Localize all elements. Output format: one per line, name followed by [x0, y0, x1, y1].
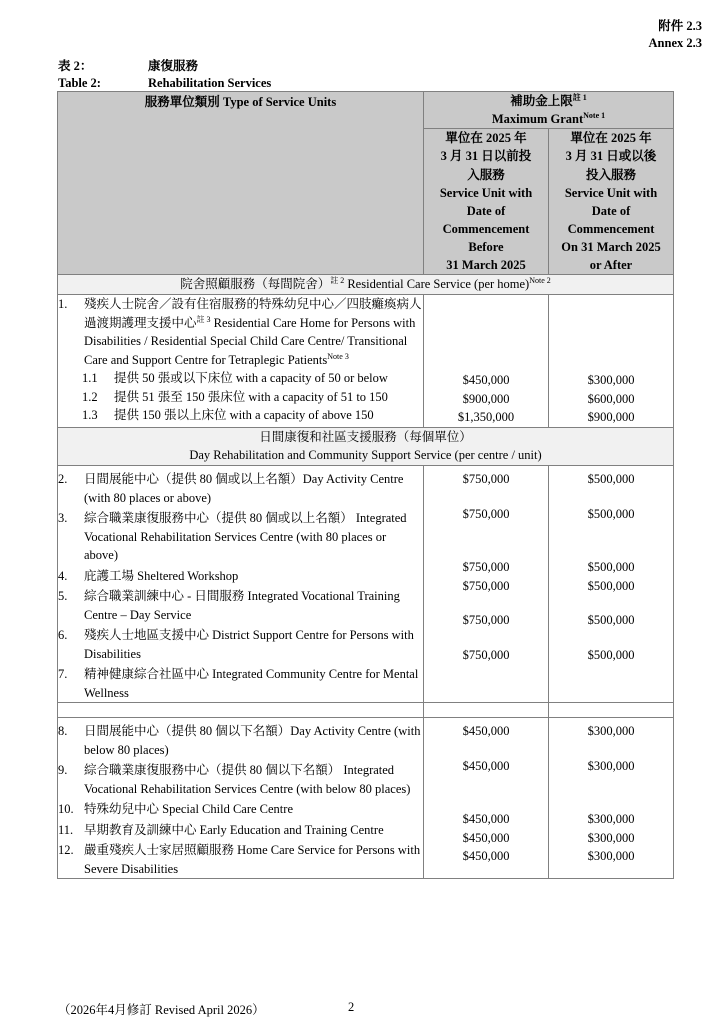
group-separator-cell-1: [58, 703, 424, 718]
list-item: [58, 841, 423, 878]
item-1-subitem-1.1-text: 提供 50 張或以下床位 with a capacity of 50 or below: [114, 371, 388, 385]
section-band-day-rehabilitation-en: Day Rehabilitation and Community Support Service (per centre / unit): [189, 448, 542, 463]
item-1-paragraph: [58, 295, 423, 369]
caption-value-zh: 康復服務: [148, 59, 199, 73]
item-1-subitem-1.3-grant-before: $1,350,000: [457, 410, 515, 424]
item-10-line-1: 特殊幼兒中心 Special Child Care Centre: [84, 802, 293, 816]
header-col-onafter-en-5: or After: [589, 258, 633, 273]
header-col-onafter-zh-1: 單位在 2025 年: [570, 131, 652, 146]
header-col-on-or-after-31mar2025: [549, 129, 674, 275]
footer-page-number: 2: [348, 1000, 355, 1014]
item-2-line-2: Centre (with 80 places or above): [84, 472, 404, 505]
item-1-subitem-1.3-text: 提供 150 張以上床位 with a capacity of above 150: [114, 408, 374, 422]
list-item: [58, 470, 423, 507]
annex-label-en: Annex 2.3: [648, 35, 702, 50]
item-5-grant-onafter: $500,000: [587, 578, 635, 593]
header-type-of-service-units: [58, 92, 424, 275]
header-type-of-service-units-label: 服務單位類別 Type of Service Units: [144, 95, 337, 109]
item-1-subitem-1.2-grant-onafter: $600,000: [587, 391, 635, 406]
item-1-subitem-1.2-number: 1.2: [82, 389, 98, 404]
group-a-grant-onafter-column: [549, 466, 674, 703]
item-7-line-2: Mental Wellness: [84, 667, 419, 700]
list-item: [58, 722, 423, 759]
item-8-grant-onafter: $300,000: [587, 724, 635, 738]
item-6-number: 6.: [58, 628, 68, 642]
section-band-residential-care-en-note: Note 2: [529, 276, 551, 286]
list-item: [58, 761, 423, 798]
item-2-grant-before: $750,000: [462, 472, 510, 486]
item-4-grant-before: $750,000: [462, 560, 510, 574]
annex-header: [649, 18, 702, 52]
item-1-subitem-1.3-grant-onafter: $900,000: [587, 410, 635, 424]
group-b-descriptions: [58, 718, 424, 879]
item-1-line-2-note: 註 3: [196, 314, 211, 324]
item-12-line-1: 嚴重殘疾人士家居照顧服務 Home Care Service for: [84, 843, 353, 857]
list-item: [58, 800, 423, 819]
item-1-line-3: Persons with Disabilities / Residential Special Child Care: [84, 315, 416, 348]
header-col-before-en-5: 31 March 2025: [446, 258, 526, 273]
group-separator-row: [58, 703, 674, 718]
group-a-descriptions: [58, 466, 424, 703]
header-col-before-zh-1: 單位在 2025 年: [445, 131, 527, 146]
header-col-onafter-zh-2: 3 月 31 日或以後: [565, 149, 657, 164]
item-8-line-2: Centre (with below 80 places): [84, 724, 421, 757]
table-header-row-top: [58, 92, 674, 129]
item-2-grant-onafter: $500,000: [587, 472, 635, 486]
item-7-grant-onafter: $500,000: [587, 647, 635, 662]
table-row-item-1: [58, 295, 674, 428]
caption-label-zh: 表 2：: [58, 59, 93, 73]
header-maximum-grant-en: [424, 110, 673, 128]
header-col-onafter-en-3: Commencement: [567, 221, 655, 236]
item-10-number: 10.: [58, 802, 74, 816]
header-col-onafter-en-1: Service Unit with: [564, 185, 658, 200]
item-12-line-2: Persons with Severe Disabilities: [84, 843, 421, 876]
header-maximum-grant-zh: [424, 92, 673, 110]
item-12-number: 12.: [58, 843, 74, 857]
item-1-subitem-1.1-number: 1.1: [82, 371, 98, 385]
item-7-number: 7.: [58, 667, 68, 681]
header-col-before-en-2: Date of: [466, 203, 506, 218]
item-1-line-2-en: Residential Care Home for: [210, 315, 348, 330]
item-1-line-4: Centre/ Transitional Care and Support Centre for Tetraplegic: [84, 334, 408, 367]
header-col-before-en-1: Service Unit with: [439, 185, 533, 200]
list-item: [58, 821, 423, 840]
item-3-line-3: 80 places or above): [84, 529, 387, 562]
item-1-subitem-1.2-grant-before: $900,000: [462, 391, 510, 406]
item-1-grant-before-spacer: [424, 295, 548, 371]
item-9-line-3: below 80 places): [325, 781, 411, 796]
item-9-line-2: Integrated Vocational Rehabilitation Services Centre (with: [84, 763, 395, 796]
caption-row-zh: [58, 58, 271, 75]
section-band-residential-care-en: Residential Care Service (per home): [347, 277, 530, 292]
item-1-line-1: 殘疾人士院舍／設有住宿服務的特殊幼兒中心／四肢癱: [84, 297, 385, 311]
item-5-line-1: 綜合職業訓練中心 - 日間服務 Integrated Vocational: [84, 589, 355, 603]
item-4-line-1: 庇護工場 Sheltered Workshop: [84, 568, 239, 583]
item-1-line-2-zh: 瘓病人過渡期護理支援中心: [84, 297, 422, 330]
header-col-before-zh-2: 3 月 31 日以前投: [440, 149, 532, 164]
group-separator-cell-2: [424, 703, 549, 718]
item-2-number: 2.: [58, 472, 68, 486]
header-maximum-grant-en-text: Maximum Grant: [491, 112, 584, 127]
item-9-line-1: 綜合職業康復服務中心（提供 80 個以下名額）: [84, 763, 341, 777]
item-1-subitem-1.1-grant-before: $450,000: [462, 373, 510, 387]
item-10-grant-onafter: $300,000: [587, 812, 635, 826]
item-8-line-1: 日間展能中心（提供 80 個以下名額）Day Activity: [84, 724, 355, 738]
item-11-line-1: 早期教育及訓練中心 Early Education and Training Centre: [84, 822, 384, 837]
list-item: [58, 567, 423, 586]
list-item: [58, 665, 423, 702]
header-col-before-en-3: Commencement: [442, 221, 530, 236]
header-maximum-grant-en-note: Note 1: [583, 110, 606, 120]
item-12-grant-before: $450,000: [462, 849, 510, 863]
item-3-grant-onafter: $500,000: [587, 506, 635, 521]
item-1-grant-onafter: [549, 295, 674, 428]
section-band-day-rehabilitation: [58, 427, 674, 466]
item-1-subitem-1.1: [58, 369, 423, 388]
caption-row-en: [58, 75, 271, 92]
section-band-residential-care-zh-note: 註 2: [330, 276, 345, 286]
caption-label-en: Table 2:: [58, 75, 101, 90]
maximum-grant-table: [57, 91, 674, 879]
item-9-grant-onafter: $300,000: [587, 758, 635, 773]
header-col-before-en-4: Before: [468, 240, 504, 254]
list-item: [58, 587, 423, 624]
item-12-grant-onafter: $300,000: [587, 849, 635, 863]
item-4-number: 4.: [58, 568, 68, 583]
item-5-line-2: Training Centre – Day Service: [84, 589, 400, 622]
item-3-number: 3.: [58, 511, 68, 525]
item-11-number: 11.: [58, 822, 74, 837]
header-col-before-zh-3: 入服務: [467, 167, 505, 182]
list-item: [58, 626, 423, 663]
item-1-number: 1.: [58, 297, 68, 311]
item-3-line-2: Integrated Vocational Rehabilitation Services Centre (with: [84, 511, 407, 544]
list-item: [58, 509, 423, 565]
group-a-item-list: [58, 470, 423, 702]
item-1-line-5-en: Patients: [287, 352, 328, 367]
item-3-line-1: 綜合職業康復服務中心（提供 80 個或以上名額）: [84, 511, 353, 525]
item-8-grant-before: $450,000: [462, 724, 510, 738]
table-row-group-b: [58, 718, 674, 879]
header-maximum-grant: [424, 92, 674, 129]
group-b-grant-before-column: [424, 718, 549, 879]
group-b-grant-onafter-column: [549, 718, 674, 879]
item-5-number: 5.: [58, 589, 68, 603]
header-col-onafter-en-2: Date of: [591, 203, 631, 218]
header-maximum-grant-zh-note: 註 1: [572, 92, 587, 102]
item-6-grant-before: $750,000: [462, 613, 510, 627]
section-band-residential-care: [58, 275, 674, 295]
item-10-grant-before: $450,000: [462, 812, 510, 826]
item-1-subitem-1.2: [58, 388, 423, 407]
header-col-onafter-en-4: On 31 March 2025: [561, 240, 661, 254]
item-11-grant-before: $450,000: [462, 830, 510, 845]
group-b-item-list: [58, 722, 423, 878]
item-1-subitem-1.3-number: 1.3: [82, 408, 98, 422]
table-caption: [58, 58, 271, 92]
annex-label-zh: 附件 2.3: [658, 19, 702, 33]
item-9-number: 9.: [58, 763, 68, 777]
item-1-subitem-1.2-text: 提供 51 張至 150 張床位 with a capacity of 51 to 150: [114, 389, 388, 404]
item-7-line-1: 精神健康綜合社區中心 Integrated Community Centre for: [84, 667, 380, 681]
header-col-onafter-zh-3: 投入服務: [585, 167, 636, 182]
header-maximum-grant-zh-text: 補助金上限: [510, 94, 573, 108]
item-9-grant-before: $450,000: [462, 758, 510, 773]
item-1-subitem-1.3: [58, 406, 423, 425]
item-6-grant-onafter: $500,000: [587, 613, 635, 627]
item-2-line-1: 日間展能中心（提供 80 個或以上名額）Day Activity: [84, 472, 367, 486]
section-band-residential-care-cell: [58, 275, 674, 295]
item-4-grant-onafter: $500,000: [587, 560, 635, 574]
group-a-grant-before-column: [424, 466, 549, 703]
item-11-grant-onafter: $300,000: [587, 830, 635, 845]
header-col-before-31mar2025: [424, 129, 549, 275]
item-1-subitem-list: [58, 369, 423, 425]
item-3-grant-before: $750,000: [462, 506, 510, 521]
caption-value-en: Rehabilitation Services: [148, 75, 272, 90]
group-separator-cell-3: [549, 703, 674, 718]
item-8-number: 8.: [58, 724, 68, 738]
item-1-line-5-note: Note 3: [327, 351, 349, 361]
footer-revision-note: （2026年4月修訂 Revised April 2026）: [58, 1003, 265, 1017]
section-band-residential-care-zh: 院舍照顧服務（每間院舍）: [180, 277, 331, 292]
item-1-grant-before: [424, 295, 549, 428]
item-6-line-2: with Disabilities: [84, 628, 414, 661]
item-6-line-1: 殘疾人士地區支援中心 District Support Centre for Persons: [84, 628, 389, 642]
item-5-grant-before: $750,000: [462, 578, 510, 593]
item-1-grant-onafter-spacer: [549, 295, 673, 371]
item-1-description: [58, 295, 424, 428]
item-7-grant-before: $750,000: [462, 647, 510, 662]
section-band-day-rehabilitation-cell: [58, 427, 674, 466]
table-row-group-a: [58, 466, 674, 703]
item-1-subitem-1.1-grant-onafter: $300,000: [587, 373, 635, 387]
section-band-day-rehabilitation-zh: 日間康復和社區支援服務（每個單位）: [259, 429, 472, 444]
